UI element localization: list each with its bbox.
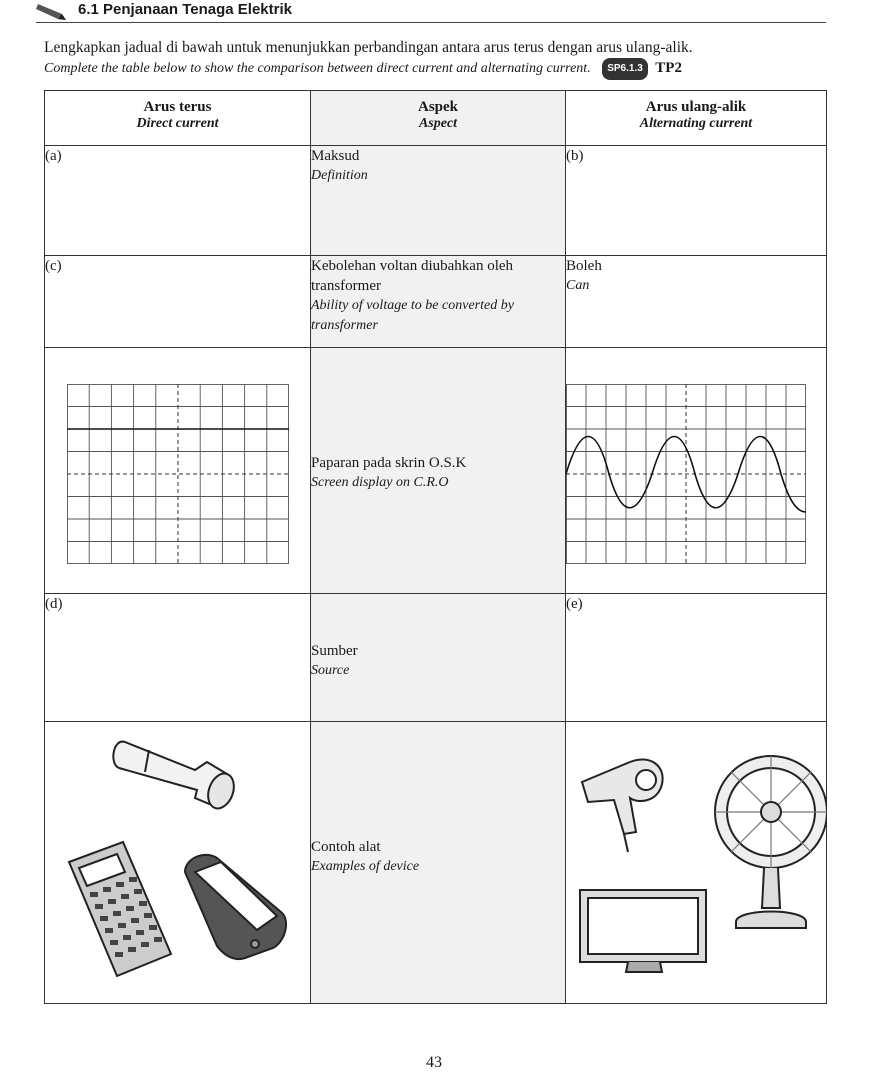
row-definition (45, 146, 827, 256)
dc-cro-cell (45, 348, 311, 594)
answer-a-cell[interactable] (45, 146, 311, 256)
comparison-table (44, 90, 827, 1004)
standard-badge: SP6.1.3 (602, 58, 648, 80)
section-heading (36, 0, 826, 23)
electric-fan-icon (715, 756, 827, 928)
answer-e-cell[interactable] (566, 594, 827, 722)
smartphone-icon (185, 855, 286, 959)
row-cro (45, 348, 827, 594)
ac-transformer-english: Can (566, 278, 590, 293)
header-dc-english: Direct current (136, 116, 219, 131)
ac-transformer-cell (566, 256, 827, 348)
aspect-definition (311, 146, 566, 256)
page-number: 43 (426, 1054, 442, 1071)
hair-dryer-icon (582, 759, 663, 852)
label-c: (c) (45, 258, 62, 274)
aspect-cro (311, 348, 566, 594)
header-aspect-english: Aspect (418, 116, 458, 131)
aspect-devices-english: Examples of device (311, 859, 420, 874)
aspect-source-malay: Sumber (311, 643, 358, 659)
row-devices (45, 722, 827, 1004)
ac-transformer-malay: Boleh (566, 258, 602, 274)
torch-icon (113, 742, 238, 812)
header-dc-malay: Arus terus (143, 99, 212, 115)
aspect-cro-english: Screen display on C.R.O (311, 475, 449, 490)
header-ac (566, 91, 827, 146)
television-icon (580, 890, 706, 972)
aspect-transformer-english: Ability of voltage to be converted by transformer (311, 298, 514, 333)
section-title: 6.1 Penjanaan Tenaga Elektrik (78, 1, 292, 18)
aspect-definition-english: Definition (311, 168, 368, 183)
table-header-row (45, 91, 827, 146)
aspect-source (311, 594, 566, 722)
aspect-definition-malay: Maksud (311, 148, 360, 164)
aspect-transformer (311, 256, 566, 348)
header-ac-english: Alternating current (639, 116, 753, 131)
row-transformer (45, 256, 827, 348)
ac-cro-display (566, 384, 806, 564)
aspect-devices-malay: Contoh alat (311, 839, 381, 855)
dc-devices-cell (45, 722, 311, 1004)
label-b: (b) (566, 148, 584, 164)
answer-c-cell[interactable] (45, 256, 311, 348)
dc-cro-display (67, 384, 289, 564)
dc-devices-illustration (45, 722, 311, 998)
calculator-icon (69, 842, 171, 976)
row-source (45, 594, 827, 722)
level-label: TP2 (655, 60, 682, 76)
instruction-malay: Lengkapkan jadual di bawah untuk menunjukkan perbandingan antara arus terus dengan arus ulang-alik. (44, 39, 693, 56)
label-e: (e) (566, 596, 583, 612)
answer-d-cell[interactable] (45, 594, 311, 722)
aspect-transformer-malay: Kebolehan voltan diubahkan oleh transformer (311, 258, 514, 294)
header-aspect (311, 91, 566, 146)
instruction-english (44, 58, 844, 80)
answer-b-cell[interactable] (566, 146, 827, 256)
aspect-devices (311, 722, 566, 1004)
ac-devices-illustration (566, 722, 827, 998)
label-a: (a) (45, 148, 62, 164)
pencil-icon (36, 0, 72, 20)
header-aspect-malay: Aspek (417, 99, 458, 115)
instruction (44, 38, 844, 80)
instruction-english-text: Complete the table below to show the comparison between direct current and alternating current. (44, 61, 591, 76)
aspect-cro-malay: Paparan pada skrin O.S.K (311, 455, 467, 471)
aspect-source-english: Source (311, 663, 350, 678)
header-dc (45, 91, 311, 146)
header-ac-malay: Arus ulang-alik (645, 99, 747, 115)
ac-devices-cell (566, 722, 827, 1004)
ac-cro-cell (566, 348, 827, 594)
label-d: (d) (45, 596, 63, 612)
